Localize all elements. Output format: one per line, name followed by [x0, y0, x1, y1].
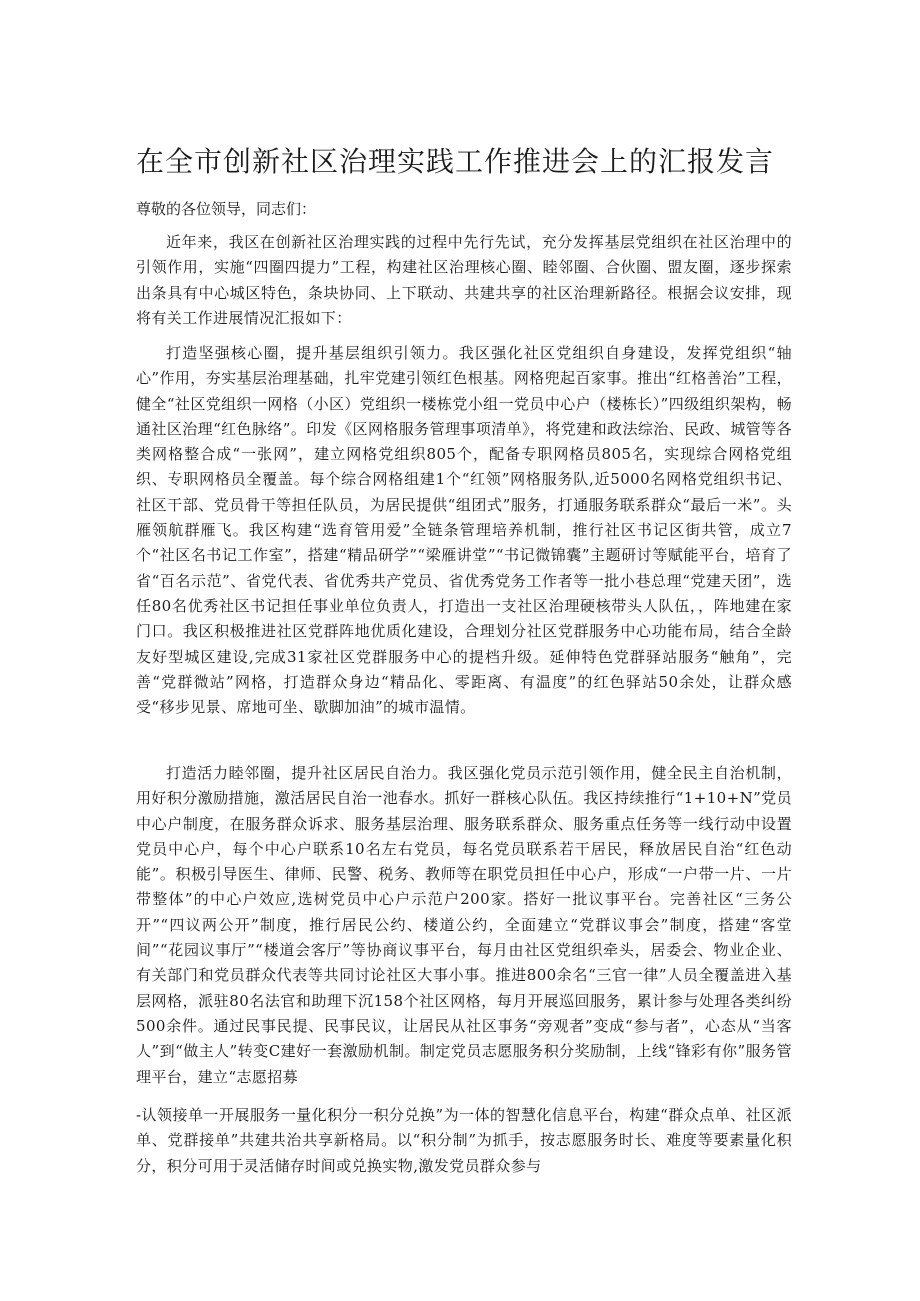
paragraph-core-circle: 打造坚强核心圈，提升基层组织引领力。我区强化社区党组织自身建设，发挥党组织“轴心”作用，夯实基层治理基础，扎牢党建引领红色根基。网格兜起百家事。推出“红格善治”工程，健全“社区党组织一网格（小区）党组织一楼栋党小组一党员中心户（楼栋长）”四级组织架构，畅通社区治理“红色脉络”。印发《区网格服务管理事项清单》，将党建和政法综治、民政、城管等各类网格整合成“一张网”，建立网格党组织805个，配备专职网格员805名，实现综合网格党组织、专职网格员全覆盖。每个综合网格组建1个“红领”网格服务队,近5000名网格党组织书记、社区干部、党员骨干等担任队员，为居民提供“组团式”服务，打通服务联系群众“最后一米”。头雁领航群雁飞。我区构建“选育管用爱”全链条管理培养机制，推行社区书记区街共管，成立7个“社区名书记工作室”，搭建“精品研学”“梁雁讲堂”“书记微锦囊”主题研讨等赋能平台，培育了省“百名示范”、省党代表、省优秀共产党员、省优秀党务工作者等一批小巷总理“党建天团”，选任80名优秀社区书记担任事业单位负责人，打造出一支社区治理硬核带头人队伍，，阵地建在家门口。我区积极推进社区党群阵地优质化建设，合理划分社区党群服务中心功能布局，结合全龄友好型城区建设,完成31家社区党群服务中心的提档升级。延伸特色党群驿站服务“触角”，完善“党群微站”网格，打造群众身边“精品化、零距离、有温度”的红色驿站50余处，让群众感受“移步见景、席地可坐、歇脚加油”的城市温情。 — [136, 344, 792, 717]
paragraph-intro: 近年来，我区在创新社区治理实践的过程中先行先试，充分发挥基层党组织在社区治理中的引领作用，实施“四圈四提力”工程，构建社区治理核心圈、睦邻圈、合伙圈、盟友圈，逐步探索出条具有中心城区特色，条块协同、上下联动、共建共享的社区治理新路径。根据会议安排，现将有关工作进展情况汇报如下： — [136, 233, 792, 327]
salutation: 尊敬的各位领导，同志们： — [136, 200, 317, 218]
document-title: 在全市创新社区治理实践工作推进会上的汇报发言 — [136, 145, 775, 178]
paragraph-continuation: -认领接单一开展服务一量化积分一积分兑换”为一体的智慧化信息平台，构建“群众点单、社区派单、党群接单”共建共治共享新格局。以“积分制”为抓手，按志愿服务时长、难度等要素量化积分，积分可用于灵活储存时间或兑换实物,激发党员群众参与 — [136, 1106, 792, 1175]
paragraph-neighbor-circle: 打造活力睦邻圈，提升社区居民自治力。我区强化党员示范引领作用，健全民主自治机制，用好积分激励措施，激活居民自治一池春水。抓好一群核心队伍。我区持续推行“1+10+N”党员中心户制度，在服务群众诉求、服务基层治理、服务联系群众、服务重点任务等一线行动中设置党员中心户，每个中心户联系10名左右党员，每名党员联系若干居民，释放居民自治“红色动能”。积极引导医生、律师、民警、税务、教师等在职党员担任中心户，形成“一户带一片、一片带整体”的中心户效应,选树党员中心户示范户200家。搭好一批议事平台。完善社区“三务公开”“四议两公开”制度，推行居民公约、楼道公约，全面建立“党群议事会”制度，搭建“客堂间”“花园议事厅”“楼道会客厅”等协商议事平台，每月由社区党组织牵头，居委会、物业企业、有关部门和党员群众代表等共同讨论社区大事小事。推进800余名“三官一律”人员全覆盖进入基层网格，派驻80名法官和助理下沉158个社区网格，每月开展巡回服务，累计参与处理各类纠纷500余件。通过民事民提、民事民议，让居民从社区事务“旁观者”变成“参与者”，心态从“当客人”到“做主人”转变C建好一套激励机制。制定党员志愿服务积分奖励制，上线“锋彩有你”服务管理平台，建立“志愿招募 — [136, 764, 792, 1086]
